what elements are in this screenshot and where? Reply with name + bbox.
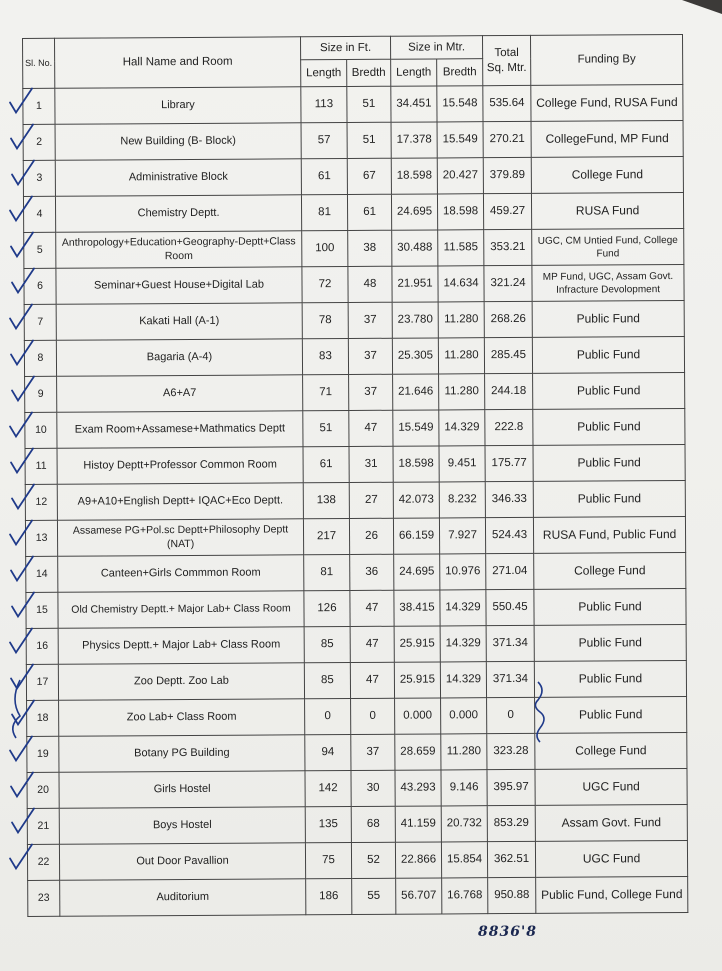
length-ft-cell: 81: [304, 555, 350, 591]
length-mtr-cell: 24.695: [394, 554, 440, 590]
bredth-mtr-cell: 11.280: [439, 374, 485, 410]
hall-name-cell: Boys Hostel: [59, 807, 305, 845]
length-mtr-cell: 66.159: [393, 518, 439, 554]
table-row: [28, 876, 688, 916]
length-ft-cell: 51: [303, 411, 349, 447]
sl-cell: 22: [27, 844, 59, 880]
bredth-ft-cell: 47: [349, 410, 393, 446]
length-mtr-cell: 25.305: [392, 338, 438, 374]
hall-name-cell: A9+A10+English Deptt+ IQAC+Eco Deptt.: [57, 483, 303, 521]
bredth-mtr-cell: 20.732: [441, 806, 487, 842]
table-row: [26, 552, 686, 592]
hall-name-cell: Canteen+Girls Commmon Room: [58, 555, 304, 593]
hall-name-cell: Library: [55, 87, 301, 125]
total-sq-mtr-cell: 459.27: [483, 193, 531, 229]
length-ft-cell: 0: [305, 699, 351, 735]
total-sq-mtr-cell: 285.45: [484, 337, 532, 373]
total-sq-mtr-cell: 268.26: [484, 301, 532, 337]
length-mtr-cell: 25.915: [394, 626, 440, 662]
length-mtr-cell: 23.780: [392, 302, 438, 338]
sl-cell: 8: [24, 340, 56, 376]
bredth-ft-cell: 38: [348, 230, 392, 266]
col-header-funding: Funding By: [531, 34, 683, 85]
length-ft-cell: 85: [304, 627, 350, 663]
bredth-mtr-cell: 11.280: [438, 302, 484, 338]
bredth-mtr-cell: 14.329: [440, 662, 486, 698]
hall-name-cell: Kakati Hall (A-1): [56, 303, 302, 341]
length-mtr-cell: 15.549: [393, 410, 439, 446]
table-row: [25, 516, 685, 556]
bredth-ft-cell: 68: [351, 806, 395, 842]
length-mtr-cell: 21.646: [393, 374, 439, 410]
bredth-mtr-cell: 10.976: [440, 554, 486, 590]
total-sq-mtr-cell: 371.34: [486, 661, 534, 697]
bredth-ft-cell: 61: [347, 194, 391, 230]
sl-cell: 13: [25, 520, 57, 556]
length-ft-cell: 75: [305, 843, 351, 879]
sl-cell: 20: [27, 772, 59, 808]
funding-cell: UGC Fund: [535, 840, 687, 877]
length-ft-cell: 85: [304, 663, 350, 699]
total-sq-mtr-cell: 524.43: [485, 517, 533, 553]
sl-cell: 23: [28, 880, 60, 916]
table-row: [23, 84, 683, 124]
funding-cell: Public Fund: [534, 624, 686, 661]
bredth-ft-cell: 51: [347, 86, 391, 122]
hall-name-cell: Anthropology+Education+Geography-Deptt+Class Room: [56, 231, 302, 269]
table-row: [26, 624, 686, 664]
funding-cell: Public Fund, College Fund: [536, 876, 688, 913]
length-mtr-cell: 41.159: [395, 806, 441, 842]
total-sq-mtr-cell: 371.34: [486, 625, 534, 661]
bredth-mtr-cell: 14.329: [440, 590, 486, 626]
hall-name-cell: Botany PG Building: [59, 735, 305, 773]
col-header-bredth-mtr: Bredth: [437, 59, 483, 86]
length-ft-cell: 57: [301, 123, 347, 159]
length-ft-cell: 135: [305, 807, 351, 843]
length-mtr-cell: 22.866: [395, 842, 441, 878]
hall-name-cell: Zoo Lab+ Class Room: [59, 699, 305, 737]
bredth-mtr-cell: 15.854: [441, 842, 487, 878]
hall-name-cell: Physics Deptt.+ Major Lab+ Class Room: [58, 627, 304, 665]
bredth-ft-cell: 26: [349, 518, 393, 554]
length-ft-cell: 142: [305, 771, 351, 807]
funding-cell: Public Fund: [533, 480, 685, 517]
bredth-ft-cell: 47: [350, 590, 394, 626]
bredth-ft-cell: 37: [348, 302, 392, 338]
sl-cell: 2: [23, 124, 55, 160]
hall-name-cell: Girls Hostel: [59, 771, 305, 809]
bredth-mtr-cell: 14.329: [439, 410, 485, 446]
funding-cell: College Fund, RUSA Fund: [531, 84, 683, 121]
total-sq-mtr-cell: 379.89: [483, 157, 531, 193]
col-header-bredth-ft: Bredth: [347, 59, 391, 86]
hall-name-cell: Auditorium: [60, 879, 306, 917]
length-ft-cell: 186: [306, 879, 352, 915]
total-sq-mtr-cell: 550.45: [486, 589, 534, 625]
length-mtr-cell: 38.415: [394, 590, 440, 626]
bredth-ft-cell: 55: [352, 878, 396, 914]
length-mtr-cell: 56.707: [396, 878, 442, 914]
table-row: [24, 300, 684, 340]
length-mtr-cell: 21.951: [392, 266, 438, 302]
length-ft-cell: 81: [301, 195, 347, 231]
length-mtr-cell: 43.293: [395, 770, 441, 806]
sl-cell: 7: [24, 304, 56, 340]
bredth-ft-cell: 67: [347, 158, 391, 194]
sl-cell: 11: [25, 448, 57, 484]
hall-name-cell: New Building (B- Block): [55, 123, 301, 161]
bredth-mtr-cell: 11.585: [438, 230, 484, 266]
funding-cell: Public Fund: [533, 444, 685, 481]
sl-cell: 14: [26, 556, 58, 592]
length-mtr-cell: 42.073: [393, 482, 439, 518]
total-sq-mtr-cell: 535.64: [483, 85, 531, 121]
funding-cell: UGC, CM Untied Fund, College Fund: [532, 228, 684, 265]
bredth-mtr-cell: 11.280: [438, 338, 484, 374]
length-mtr-cell: 24.695: [391, 194, 437, 230]
length-mtr-cell: 18.598: [393, 446, 439, 482]
length-mtr-cell: 25.915: [394, 662, 440, 698]
bredth-mtr-cell: 9.451: [439, 446, 485, 482]
bredth-ft-cell: 51: [347, 122, 391, 158]
table-row: [27, 804, 687, 844]
funding-cell: RUSA Fund, Public Fund: [533, 516, 685, 553]
table-row: [24, 264, 684, 304]
bredth-mtr-cell: 9.146: [441, 770, 487, 806]
funding-cell: MP Fund, UGC, Assam Govt. Infracture Devolopment: [532, 264, 684, 301]
sl-cell: 21: [27, 808, 59, 844]
table-row: [26, 660, 686, 700]
length-mtr-cell: 17.378: [391, 122, 437, 158]
sl-cell: 4: [23, 196, 55, 232]
length-ft-cell: 78: [302, 303, 348, 339]
funding-cell: Public Fund: [532, 336, 684, 373]
length-ft-cell: 61: [303, 447, 349, 483]
bredth-ft-cell: 47: [350, 626, 394, 662]
bredth-mtr-cell: 14.634: [438, 266, 484, 302]
funding-cell: College Fund: [531, 156, 683, 193]
length-ft-cell: 61: [301, 159, 347, 195]
sl-cell: 9: [25, 376, 57, 412]
funding-cell: Public Fund: [534, 588, 686, 625]
total-sq-mtr-cell: 362.51: [487, 841, 535, 877]
funding-cell: College Fund: [535, 732, 687, 769]
bredth-mtr-cell: 8.232: [439, 482, 485, 518]
bredth-ft-cell: 37: [351, 734, 395, 770]
handwritten-grand-total: 8836'8: [478, 924, 537, 940]
bredth-ft-cell: 0: [351, 698, 395, 734]
bredth-ft-cell: 27: [349, 482, 393, 518]
length-mtr-cell: 18.598: [391, 158, 437, 194]
total-sq-mtr-cell: 353.21: [484, 229, 532, 265]
sl-cell: 5: [24, 232, 56, 268]
funding-cell: CollegeFund, MP Fund: [531, 120, 683, 157]
total-sq-mtr-cell: 244.18: [485, 373, 533, 409]
table-row: [27, 768, 687, 808]
length-ft-cell: 217: [303, 519, 349, 555]
funding-cell: Public Fund: [534, 660, 686, 697]
table-row: [23, 120, 683, 160]
bredth-mtr-cell: 7.927: [439, 518, 485, 554]
funding-cell: College Fund: [534, 552, 686, 589]
page-corner-shadow: [682, 0, 722, 14]
funding-cell: UGC Fund: [535, 768, 687, 805]
table-row: [23, 192, 683, 232]
total-sq-mtr-cell: 271.04: [486, 553, 534, 589]
table-row: [25, 444, 685, 484]
total-sq-mtr-cell: 323.28: [487, 733, 535, 769]
bredth-mtr-cell: 16.768: [442, 878, 488, 914]
total-sq-mtr-cell: 346.33: [485, 481, 533, 517]
table-row: [25, 372, 685, 412]
hall-name-cell: Administrative Block: [55, 159, 301, 197]
table-row: [24, 336, 684, 376]
bredth-ft-cell: 48: [348, 266, 392, 302]
bredth-ft-cell: 37: [348, 338, 392, 374]
funding-cell: Public Fund: [533, 408, 685, 445]
bredth-mtr-cell: 18.598: [437, 194, 483, 230]
sl-cell: 15: [26, 592, 58, 628]
bredth-ft-cell: 52: [351, 842, 395, 878]
bredth-mtr-cell: 20.427: [437, 158, 483, 194]
hall-name-cell: Seminar+Guest House+Digital Lab: [56, 267, 302, 305]
length-ft-cell: 94: [305, 735, 351, 771]
bredth-ft-cell: 30: [351, 770, 395, 806]
bredth-mtr-cell: 11.280: [441, 734, 487, 770]
length-ft-cell: 126: [304, 591, 350, 627]
length-mtr-cell: 34.451: [391, 86, 437, 122]
total-sq-mtr-cell: 0: [487, 697, 535, 733]
table-row: [27, 840, 687, 880]
sl-cell: 18: [27, 700, 59, 736]
col-header-length-mtr: Length: [391, 59, 437, 86]
sl-cell: 3: [23, 160, 55, 196]
funding-cell: Public Fund: [533, 372, 685, 409]
bredth-ft-cell: 31: [349, 446, 393, 482]
length-mtr-cell: 30.488: [392, 230, 438, 266]
length-ft-cell: 71: [303, 375, 349, 411]
length-ft-cell: 138: [303, 483, 349, 519]
table-row: [27, 696, 687, 736]
total-sq-mtr-cell: 395.97: [487, 769, 535, 805]
col-header-size-mtr: Size in Mtr.: [391, 36, 483, 60]
bredth-ft-cell: 36: [350, 554, 394, 590]
total-sq-mtr-cell: 270.21: [483, 121, 531, 157]
table-row: [24, 228, 684, 268]
building-area-table: [22, 34, 688, 917]
hall-name-cell: Exam Room+Assamese+Mathmatics Deptt: [57, 411, 303, 449]
table-row: [25, 408, 685, 448]
sl-cell: 19: [27, 736, 59, 772]
sl-cell: 6: [24, 268, 56, 304]
sl-cell: 10: [25, 412, 57, 448]
funding-cell: Assam Govt. Fund: [535, 804, 687, 841]
total-sq-mtr-cell: 222.8: [485, 409, 533, 445]
hall-name-cell: Out Door Pavallion: [59, 843, 305, 881]
bredth-mtr-cell: 15.548: [437, 86, 483, 122]
sl-cell: 16: [26, 628, 58, 664]
sl-cell: 12: [25, 484, 57, 520]
bredth-mtr-cell: 0.000: [441, 698, 487, 734]
length-ft-cell: 100: [302, 231, 348, 267]
bredth-ft-cell: 37: [349, 374, 393, 410]
funding-cell: Public Fund: [535, 696, 687, 733]
table-row: [26, 588, 686, 628]
hall-name-cell: Chemistry Deptt.: [55, 195, 301, 233]
sl-cell: 17: [26, 664, 58, 700]
total-sq-mtr-cell: 175.77: [485, 445, 533, 481]
col-header-sl-no: Sl. No.: [23, 38, 55, 88]
hall-name-cell: Histoy Deptt+Professor Common Room: [57, 447, 303, 485]
table-row: [27, 732, 687, 772]
hall-name-cell: Zoo Deptt. Zoo Lab: [58, 663, 304, 701]
length-ft-cell: 83: [302, 339, 348, 375]
col-header-length-ft: Length: [301, 60, 347, 87]
total-sq-mtr-cell: 853.29: [487, 805, 535, 841]
hall-name-cell: A6+A7: [57, 375, 303, 413]
col-header-size-ft: Size in Ft.: [300, 36, 390, 60]
total-sq-mtr-cell: 950.88: [488, 877, 536, 913]
hall-name-cell: Old Chemistry Deptt.+ Major Lab+ Class Room: [58, 591, 304, 629]
total-sq-mtr-cell: 321.24: [484, 265, 532, 301]
table-body: [23, 84, 688, 916]
length-ft-cell: 72: [302, 267, 348, 303]
hall-name-cell: Assamese PG+Pol.sc Deptt+Philosophy Deptt (NAT): [57, 519, 303, 557]
bredth-mtr-cell: 15.549: [437, 122, 483, 158]
hall-name-cell: Bagaria (A-4): [56, 339, 302, 377]
funding-cell: Public Fund: [532, 300, 684, 337]
table-row: [23, 156, 683, 196]
bredth-ft-cell: 47: [350, 662, 394, 698]
funding-cell: RUSA Fund: [531, 192, 683, 229]
length-mtr-cell: 0.000: [395, 698, 441, 734]
length-mtr-cell: 28.659: [395, 734, 441, 770]
length-ft-cell: 113: [301, 87, 347, 123]
sl-cell: 1: [23, 88, 55, 124]
col-header-total: Total Sq. Mtr.: [483, 35, 531, 85]
col-header-hall-name: Hall Name and Room: [55, 37, 301, 89]
bredth-mtr-cell: 14.329: [440, 626, 486, 662]
table-row: [25, 480, 685, 520]
